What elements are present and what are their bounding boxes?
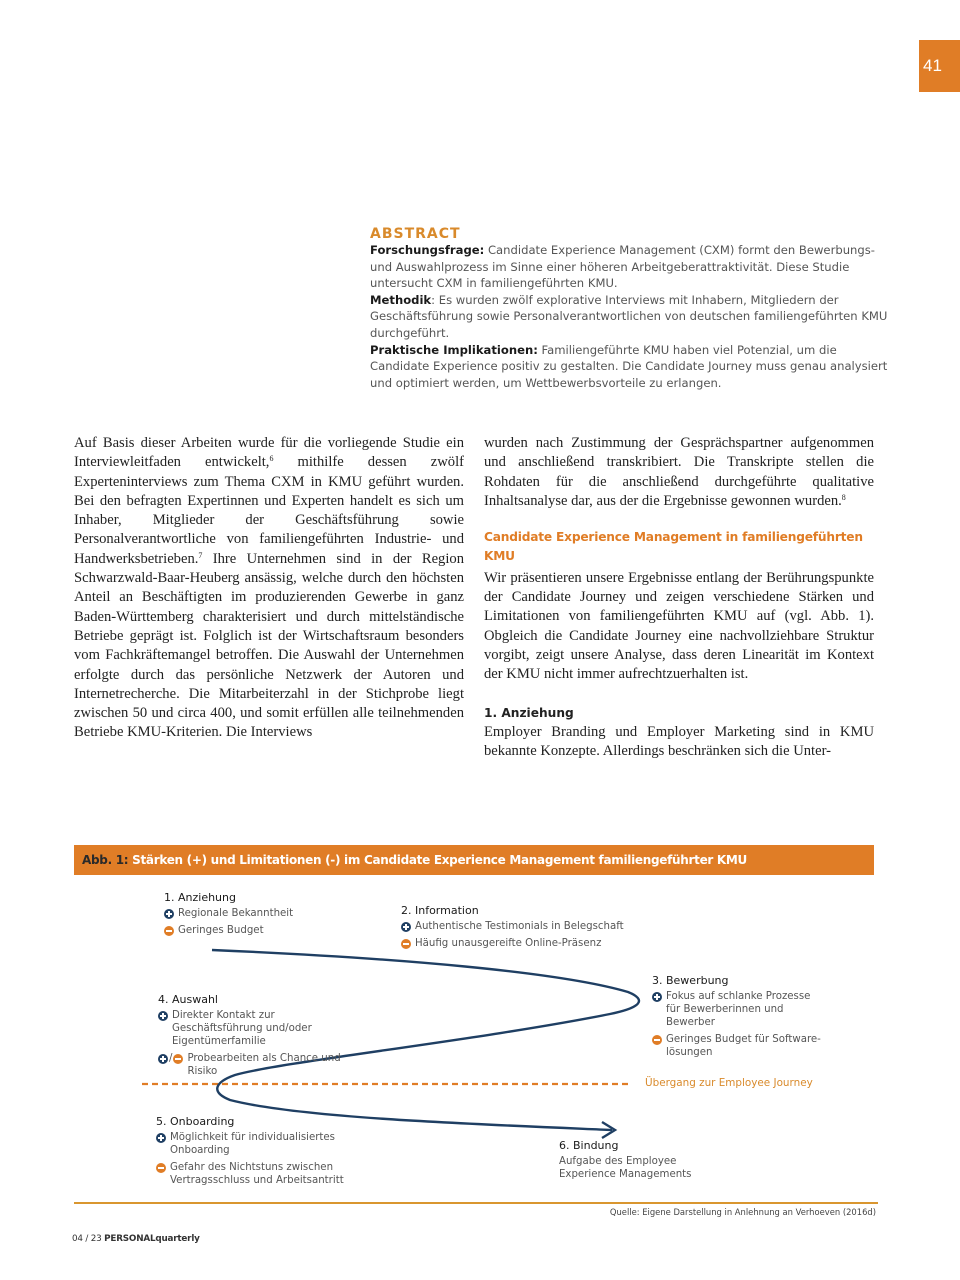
item-text: Häufig unausgereifte Online-Präsenz xyxy=(415,938,602,949)
footnote-ref[interactable]: 8 xyxy=(841,492,846,502)
limitation-item xyxy=(652,1033,822,1059)
minus-circle-icon xyxy=(164,926,174,936)
transition-label: Übergang zur Employee Journey xyxy=(645,1077,813,1089)
item-text: Fokus auf schlanke Prozesse für Bewerberinnen und Bewerber xyxy=(666,991,811,1028)
item-text: Aufgabe des Employee Experience Managements xyxy=(559,1156,692,1180)
abstract-text: : Es wurden zwölf explorative Interviews mit Inhabern, Mitgliedern der Geschäftsführung sowie Personalverantwortlichen von deutschen familiengeführten KMU durchgeführt. xyxy=(370,292,888,340)
plus-circle-icon xyxy=(652,992,662,1002)
limitation-item xyxy=(401,937,641,950)
issue-number: 04 / 23 xyxy=(72,1234,102,1244)
stage-title: 5. Onboarding xyxy=(156,1115,235,1128)
abstract-text: Familiengeführte KMU haben viel Potenzial, um die Candidate Experience positiv zu gestalten. Die Candidate Journey muss genau analysiert und optimiert werden, um Wettbewerbsvorteile zu erlangen. xyxy=(370,342,888,390)
figure-label: Abb. 1: xyxy=(82,853,129,867)
strength-item xyxy=(164,907,384,920)
abstract-box xyxy=(370,226,890,391)
abstract-text: Candidate Experience Management (CXM) formt den Bewerbungs- und Auswahlprozess im Sinne einer höheren Arbeitgeberattraktivität. Diese Studie untersucht CXM in familiengeführten KMU. xyxy=(370,243,875,291)
plus-circle-icon xyxy=(401,922,411,932)
abstract-label: Praktische Implikationen: xyxy=(370,342,538,357)
abstract-label: Methodik xyxy=(370,292,432,307)
plus-circle-icon xyxy=(158,1011,168,1021)
stage-bewerbung xyxy=(652,974,822,1063)
item-text: Gefahr des Nichtstuns zwischen Vertragsschluss und Arbeitsantritt xyxy=(170,1162,344,1186)
item-text: Möglichkeit für individualisiertes Onboarding xyxy=(170,1132,335,1156)
item-text: Authentische Testimonials in Belegschaft xyxy=(415,921,624,932)
stage-auswahl xyxy=(158,993,368,1082)
page-number: 41 xyxy=(919,40,960,92)
plus-circle-icon xyxy=(158,1054,168,1064)
minus-circle-icon xyxy=(401,939,411,949)
abstract-methodology xyxy=(370,292,890,342)
figure-caption-bar xyxy=(74,845,874,875)
text-run: Ihre Unternehmen sind in der Region Schwarzwald-Baar-Heuberg ansässig, welche durch den höchsten Anteil an Beschäftigten im produzierenden Gewerbe in ganz Baden-Württemberg charakterisiert und durch mittelständische Betriebe geprägt ist. Folglich ist der Wirtschaftsraum besonders vom Fachkräftemangel betroffen. Die Auswahl der Unternehmen erfolgte durch das persönliche Netzwerk der Autoren und Internetrecherche. Die Mitarbeiterzahl in der Stichprobe liegt zwischen 50 und circa 400, und somit erfüllen alle teilnehmenden Betriebe KMU-Kriterien. Die Interviews xyxy=(74,550,464,741)
strength-item xyxy=(156,1131,346,1157)
figure-title: Stärken (+) und Limitationen (-) im Candidate Experience Management familiengeführter KMU xyxy=(128,853,747,867)
info-item xyxy=(559,1155,699,1181)
subsection-heading: 1. Anziehung xyxy=(484,705,574,720)
stage-title: 2. Information xyxy=(401,904,479,917)
abstract-label: Forschungsfrage: xyxy=(370,243,485,257)
stage-bindung xyxy=(559,1139,699,1185)
item-text: Geringes Budget xyxy=(178,925,264,936)
item-text: Probearbeiten als Chance und Risiko xyxy=(187,1053,341,1077)
body-column-left xyxy=(74,434,464,743)
page-footer xyxy=(72,1234,200,1244)
strength-item xyxy=(158,1009,368,1048)
slash-separator: / xyxy=(169,1053,173,1064)
mixed-item xyxy=(158,1052,368,1078)
footnote-ref[interactable]: 7 xyxy=(198,550,203,560)
stage-title: 3. Bewerbung xyxy=(652,974,729,987)
text-run: wurden nach Zustimmung der Gesprächspartner aufgenommen und anschließend transkribiert. Die Transkripte stellen die Rohdaten für die anschließend durchgeführte qualitative Inhaltsanalyse dar, aus der die Ergebnisse gewonnen wurden. xyxy=(484,435,874,509)
stage-onboarding xyxy=(156,1115,346,1191)
stage-title: 6. Bindung xyxy=(559,1139,619,1152)
abstract-implications xyxy=(370,342,890,392)
plus-circle-icon xyxy=(156,1133,166,1143)
figure-source: Quelle: Eigene Darstellung in Anlehnung an Verhoeven (2016d) xyxy=(609,1207,876,1217)
abstract-title: ABSTRACT xyxy=(370,226,461,242)
item-text: Regionale Bekanntheit xyxy=(178,908,294,919)
body-column-right xyxy=(484,434,874,761)
plus-circle-icon xyxy=(164,909,174,919)
stage-title: 4. Auswahl xyxy=(158,993,218,1006)
strength-item xyxy=(652,990,822,1029)
section-heading: Candidate Experience Management in familiengeführten KMU xyxy=(484,530,863,564)
limitation-item xyxy=(156,1161,346,1187)
stage-information xyxy=(401,904,641,954)
body-paragraph xyxy=(484,434,874,511)
magazine-name: PERSONALquarterly xyxy=(104,1234,200,1244)
footnote-ref[interactable]: 6 xyxy=(269,454,274,464)
body-paragraph: Wir präsentieren unsere Ergebnisse entlang der Berührungspunkte der Candidate Journey und zeigen verschiedene Stärken und Limitationen von familiengeführten KMU auf (vgl. Abb. 1). Obgleich die Candidate Journey eine nachvollziehbare Struktur vorgibt, zeigt unsere Analyse, dass deren Linearität im Kontext der KMU nicht immer aufrechtzuerhalten ist. xyxy=(484,569,874,683)
stage-anziehung xyxy=(164,891,384,941)
minus-circle-icon xyxy=(173,1054,183,1064)
abstract-research-question xyxy=(370,242,890,292)
item-text: Direkter Kontakt zur Geschäftsführung und/oder Eigentümerfamilie xyxy=(172,1010,312,1047)
stage-title: 1. Anziehung xyxy=(164,891,236,904)
text-run: mithilfe dessen zwölf Experteninterviews zum Thema CXM in KMU geführt wurden. Bei den befragten Expertinnen und Experten handelt es sich um Inhaber, Mitglieder der Geschäftsführung sowie Personalverantwortliche von familiengeführten Industrie- und Handwerksbetrieben. xyxy=(74,454,464,567)
minus-circle-icon xyxy=(156,1163,166,1173)
strength-item xyxy=(401,920,641,933)
item-text: Geringes Budget für Software-lösungen xyxy=(666,1034,821,1058)
text-run: Auf Basis dieser Arbeiten wurde für die vorliegende Studie ein Interviewleitfaden entwickelt, xyxy=(74,435,464,471)
minus-circle-icon xyxy=(652,1035,662,1045)
body-paragraph: Employer Branding und Employer Marketing sind in KMU bekannte Konzepte. Allerdings beschränken sich die Unter- xyxy=(484,723,874,760)
arrow-head-icon xyxy=(602,1122,615,1138)
body-paragraph xyxy=(74,434,464,743)
figure-bottom-rule xyxy=(74,1202,878,1204)
limitation-item xyxy=(164,924,384,937)
